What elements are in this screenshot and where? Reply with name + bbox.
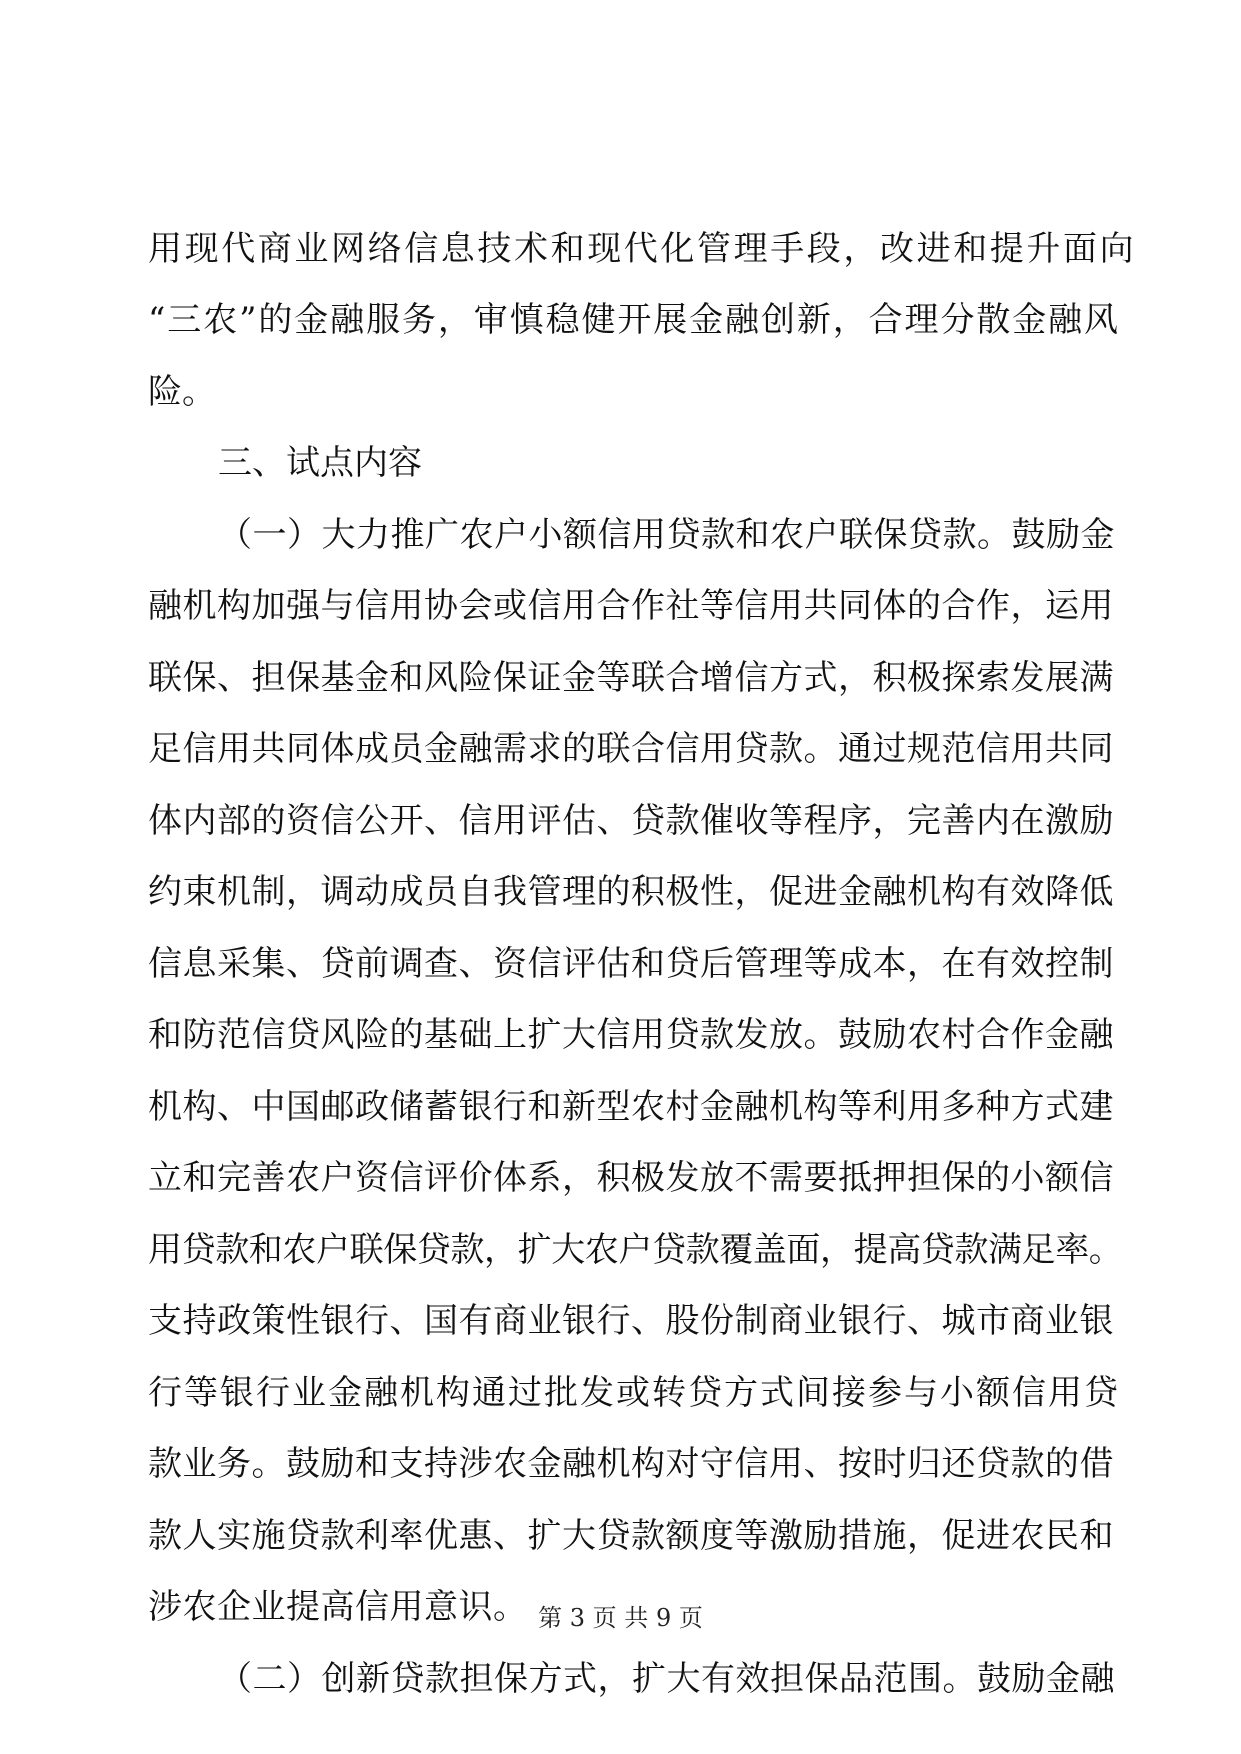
paragraph-line: 行等银行业金融机构通过批发或转贷方式间接参与小额信用贷 xyxy=(148,1373,1120,1413)
paragraph-line: “三农”的金融服务，审慎稳健开展金融创新，合理分散金融风 xyxy=(148,300,1120,340)
paragraph-line: 用贷款和农户联保贷款，扩大农户贷款覆盖面，提高贷款满足率。 xyxy=(148,1230,1123,1270)
paragraph-line: 款人实施贷款利率优惠、扩大贷款额度等激励措施，促进农民和 xyxy=(148,1516,1114,1556)
paragraph-line: 体内部的资信公开、信用评估、贷款催收等程序，完善内在激励 xyxy=(148,801,1114,841)
section-heading: 三、试点内容 xyxy=(218,443,422,483)
paragraph-line: 立和完善农户资信评价体系，积极发放不需要抵押担保的小额信 xyxy=(148,1158,1114,1198)
paragraph-line: 机构、中国邮政储蓄银行和新型农村金融机构等利用多种方式建 xyxy=(148,1087,1114,1127)
paragraph-line: 用现代商业网络信息技术和现代化管理手段，改进和提升面向 xyxy=(148,229,1137,269)
paragraph-line: 融机构加强与信用协会或信用合作社等信用共同体的合作，运用 xyxy=(148,586,1114,626)
paragraph-line: 信息采集、贷前调查、资信评估和贷后管理等成本，在有效控制 xyxy=(148,944,1114,984)
paragraph-line: 足信用共同体成员金融需求的联合信用贷款。通过规范信用共同 xyxy=(148,729,1114,769)
paragraph-line: 约束机制，调动成员自我管理的积极性，促进金融机构有效降低 xyxy=(148,872,1114,912)
paragraph-line: （二）创新贷款担保方式，扩大有效担保品范围。鼓励金融 xyxy=(218,1659,1115,1699)
page-footer xyxy=(0,1606,1241,1630)
paragraph-line: 款业务。鼓励和支持涉农金融机构对守信用、按时归还贷款的借 xyxy=(148,1444,1114,1484)
paragraph-line: 支持政策性银行、国有商业银行、股份制商业银行、城市商业银 xyxy=(148,1301,1114,1341)
paragraph-line: 涉农企业提高信用意识。 xyxy=(148,1587,528,1627)
paragraph-line: 联保、担保基金和风险保证金等联合增信方式，积极探索发展满 xyxy=(148,658,1114,698)
paragraph-line: 和防范信贷风险的基础上扩大信用贷款发放。鼓励农村合作金融 xyxy=(148,1015,1114,1055)
page-number-label: 第 3 页 共 9 页 xyxy=(538,1604,703,1632)
paragraph-line: （一）大力推广农户小额信用贷款和农户联保贷款。鼓励金 xyxy=(218,515,1115,555)
paragraph-line: 险。 xyxy=(148,372,216,412)
